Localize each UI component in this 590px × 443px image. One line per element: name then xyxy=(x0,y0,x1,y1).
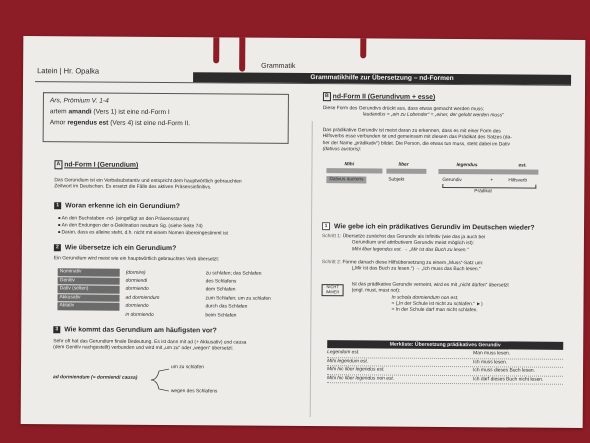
question-2-intro: Ein Gerundium wird meist wie ein hauptwörtlich gebrauchtes Verb übersetzt: xyxy=(53,256,220,263)
red-drip xyxy=(213,37,219,63)
worksheet xyxy=(21,36,586,428)
quote-line-1: artem amandi (Vers 1) ist eine nd-Form I xyxy=(49,108,170,117)
table-row: Legendum est. Man muss lesen. xyxy=(327,349,563,359)
question-b1-heading: 1 Wie gebe ich ein prädikatives Gerundiv im Deutschen wieder? xyxy=(322,222,535,231)
branch-arrows xyxy=(149,365,173,395)
step-1: Schritt 1: Übersetze zunächst das Gerundiv als Infinitiv (wie das ja auch bei Gerundium und attributivem Gerundiv meist möglich ist): Mihi liber legendus est. → „Mir ist das Buch zu lesen.“ xyxy=(321,234,486,253)
question-1-heading: 1 Woran erkenne ich ein Gerundium? xyxy=(54,202,180,210)
header-subject: Grammatik xyxy=(261,62,296,70)
gerund-example: ad dormiendum (= dormiendi causa) xyxy=(52,375,138,381)
section-b-heading: B nd-Form II (Gerundivum + esse) xyxy=(323,92,435,102)
question-1-bullets: ■ An den Buchstaben -nd- (eingefügt an den Präsensstamm) ■ An den Endungen der o-Deklination neutrum Sg. (siehe Seite 74) ■ Daran, dass es alleine steht, d.h. nicht mit einem Nomen übereingestimmt ist xyxy=(58,215,308,238)
table-row: Akkusativ ad dormiendum zum Schlafen; um zu schlafen xyxy=(58,293,328,303)
question-2-heading: 2 Wie übersetze ich ein Gerundium? xyxy=(54,244,176,252)
case-table xyxy=(57,268,327,320)
red-drip xyxy=(360,38,366,58)
table-row: Mihi hic liber legendus est. Ich muss dieses Buch lesen. xyxy=(327,366,563,376)
merkliste-title: Merkliste: Übersetzung prädikatives Gerundiv xyxy=(327,340,563,350)
merkliste-table xyxy=(327,349,563,385)
column-divider xyxy=(310,121,313,417)
arrow-label-1: um zu schlafen xyxy=(171,365,204,371)
quote-box xyxy=(43,92,289,144)
table-row: Ablativ dormiendo durch das Schlafen xyxy=(57,302,327,312)
section-b-explanation: Das prädikative Gerundiv ist meist daran zu erkennen, dass es mit einer Form des Hilfsverbs esse verbunden ist und gemeinsam mit diesem das Prädikat des Satzes (da- her der Name „prädikativ“) bildet. Die Person, die etwas tun muss, steht dabei im Dativ (dativus auctoris): xyxy=(322,128,512,153)
question-3-text: Sehr oft hat das Gerundium finale Bedeutung. Es ist dann mit ad (+ Akkusativ) und causa (dem Genitiv nachgestellt) verbunden und wird mit „um zu“ oder „wegen“ übersetzt: xyxy=(53,339,247,352)
red-drip xyxy=(239,38,245,72)
section-a-intro: Das Gerundium ist ein Verbalsubstantiv und entspricht dem hauptwörtlich gebrauchten Zeitwort im Deutschen. Es ersetzt die Fälle des aktiven Präsensinfinitivs. xyxy=(54,178,242,191)
negation-note: Ist das prädikative Gerundiv verneint, wird es mit „nicht dürfen“ übersetzt (engl. must, must not): In schola dormiendum non est. = („In der Schule ist nicht zu schlafen.“ ►) = In der Schule darf man nicht schlafen. xyxy=(351,282,509,314)
table-row: in dormiendo beim Schlafen xyxy=(125,312,237,319)
header-left: Latein | Hr. Opalka xyxy=(37,66,100,76)
table-row: Mihi hic liber legendus non est. Ich darf dieses Buch nicht lesen. xyxy=(327,375,563,385)
table-row: Mihi legendum est. Ich muss lesen. xyxy=(327,358,563,368)
table-row: Nominativ (dormire) zu schlafen; das Schlafen xyxy=(58,268,328,278)
table-row: Dativ (selten) dormiendo dem Schlafen xyxy=(58,285,328,295)
section-a-heading: A nd-Form I (Gerundium) xyxy=(54,160,138,170)
step-2: Schritt 2: Forme danach diese Hilfsübersetzung zu einem „Muss“-Satz um: („Mir ist das Buch zu lesen.“) → „Ich muss das Buch lesen.“ xyxy=(321,260,484,273)
arrow-label-2: wegen des Schlafens xyxy=(170,389,218,395)
page-title: Grammatikhilfe zur Übersetzung – nd-Formen xyxy=(193,72,571,85)
section-b-intro: Diese Form des Gerundivs drückt aus, dass etwas gemacht werden muss: laudandus = „ein zu Lobender“ = „einer, der gelobt werden muss“ xyxy=(322,106,504,119)
quote-line-2: Amor regendus est (Vers 4) ist eine nd-Form II. xyxy=(49,119,191,128)
question-3-heading: 3 Wie kommt das Gerundium am häufigsten vor? xyxy=(53,326,217,334)
table-row: Genitiv dormiendi des Schlafens xyxy=(58,277,328,287)
sentence-diagram: Mihi liber legendus est. Dativus auctoris Subjekt Gerundiv + Hilfsverb Prädikat xyxy=(322,162,572,214)
not-always-badge: NICHT IMMER xyxy=(322,284,344,296)
quote-source: Ars, Prōmium V. 1-4 xyxy=(49,97,109,105)
